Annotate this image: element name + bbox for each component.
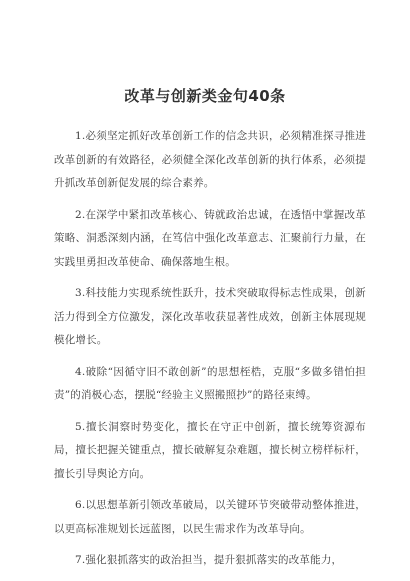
document-body	[54, 125, 366, 581]
paragraph-1: 1.必须坚定抓好改革创新工作的信念共识，必须精准探寻推进改革创新的有效路径，必须健全深化改革创新的执行体系，必须提升抓改革创新促发展的综合素养。	[54, 130, 366, 189]
paragraph-5: 5.擅长洞察时势变化，擅长在守正中创新，擅长统筹资源布局，擅长把握关键重点，擅长破解复杂难题，擅长树立榜样标杆，擅长引导舆论方向。	[54, 420, 366, 480]
paragraph-7: 7.强化狠抓落实的政治担当，提升狠抓落实的改革能力，	[75, 554, 343, 566]
paragraph-6: 6.以思想革新引领改革破局，以关键环节突破带动整体推进，以更高标准规划长远蓝图，以民生需求作为改革导向。	[54, 499, 366, 535]
paragraph-4: 4.破除“因循守旧不敢创新”的思想桎梏，克服“多做多错怕担责”的消极心态，摆脱“经验主义照搬照抄”的路径束缚。	[54, 365, 366, 401]
paragraph-2: 2.在深学中紧扣改革核心、铸就政治忠诚，在透悟中掌握改革策略、洞悉深刻内涵，在笃信中强化改革意志、汇聚前行力量，在实践里勇担改革使命、确保落地生根。	[54, 208, 366, 268]
document-title: 改革与创新类金句40条	[124, 87, 286, 105]
paragraph-3: 3.科技能力实现系统性跃升，技术突破取得标志性成果，创新活力得到全方位激发，深化改革收获显著性成效，创新主体展现规模化增长。	[54, 287, 366, 346]
